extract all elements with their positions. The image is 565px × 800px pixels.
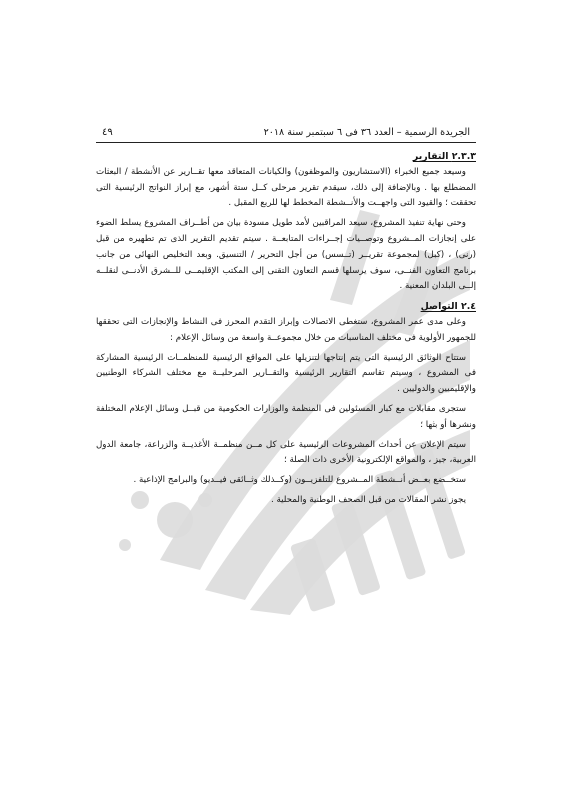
paragraph: وعلى مدى عمر المشروع، ستغطى الاتصالات وإبراز التقدم المحرز فى النشاط والإنجازات التى تحققها للجمهور الأولوية فى مختلف المناسبات من خلال مجموعــة واسعة من وسائل الإعلام : bbox=[96, 316, 476, 343]
page-number: ٤٩ bbox=[102, 127, 113, 138]
gazette-title: الجريدة الرسمية – العدد ٣٦ فى ٦ سبتمبر سنة ٢٠١٨ bbox=[263, 127, 470, 138]
paragraph: ستجرى مقابلات مع كبار المسئولين فى المنظمة والوزارات الحكومية من قبــل وسائل الإعلام المختلفة ونشرها أو بثها ؛ bbox=[96, 403, 476, 430]
paragraph: سيتم الإعلان عن أحداث المشروعات الرئيسية على كل مــن منظمــة الأغذيــة والزراعة، جامعة الدول العربية، جيز ، والمواقع الإلكترونية الأخرى ذات الصلة ؛ bbox=[96, 439, 476, 466]
paragraph: وحتى نهاية تنفيذ المشروع، سيعد المراقبين لأمد طويل مسودة بيان من أطــراف المشروع يسلط الضوء على إنجازات المــشروع وتوصــيات إجــراءات المتابعــة . سيتم تقديم التقرير الذى تم تطهيره من قبل (رنى) ، (كبل) لمجموعة تقريــر (تــسس) من أجل التحرير / التنسيق. وبعد التخليص النهائى من جانب برنامج التعاون الفنــى، سوف يرسلها قسم التعاون التقنى إلى المكتب الإقليمــى للــشرق الأدنــى لنقلــه إلــى البلدان المعنية . bbox=[96, 218, 476, 292]
paragraph: ستتاح الوثائق الرئيسية التى يتم إنتاجها لتنزيلها على المواقع الرئيسية للمنظمــات الرئيسية المشاركة فى المشروع ، وسيتم تقاسم التقارير الرئيسية والتقــارير المرحليــة مع مختلف الشركاء الوطنيين والإقليميين والدوليين . bbox=[96, 352, 476, 395]
section-heading-communication: ٢.٤ التواصل bbox=[420, 301, 476, 313]
document-page bbox=[96, 126, 476, 509]
paragraph: يجوز نشر المقالات من قبل الصحف الوطنية والمحلية . bbox=[270, 494, 466, 505]
page-header bbox=[96, 126, 476, 143]
paragraph: وسيعد جميع الخبراء (الاستشاريون والموظفون) والكيانات المتعاقد معها تقــارير عن الأنشطة / البعثات المضطلع بها . وبالإضافة إلى ذلك، سيقدم تقرير مرحلى كــل ستة أشهر، مع إبراز النواتج الرئيسية التى تحققت ؛ والقيود التى واجهــت والأنــشطة المخطط لها للربع المقبل . bbox=[96, 166, 476, 209]
section-heading-reports: ٢.٣.٣ التقارير bbox=[412, 151, 476, 162]
paragraph: ستخــضع بعــض أنــشطة المــشروع للتلفزيــون (وكــذلك وثــائقى فيــديو) والبرامج الإذاعية . bbox=[133, 475, 466, 486]
